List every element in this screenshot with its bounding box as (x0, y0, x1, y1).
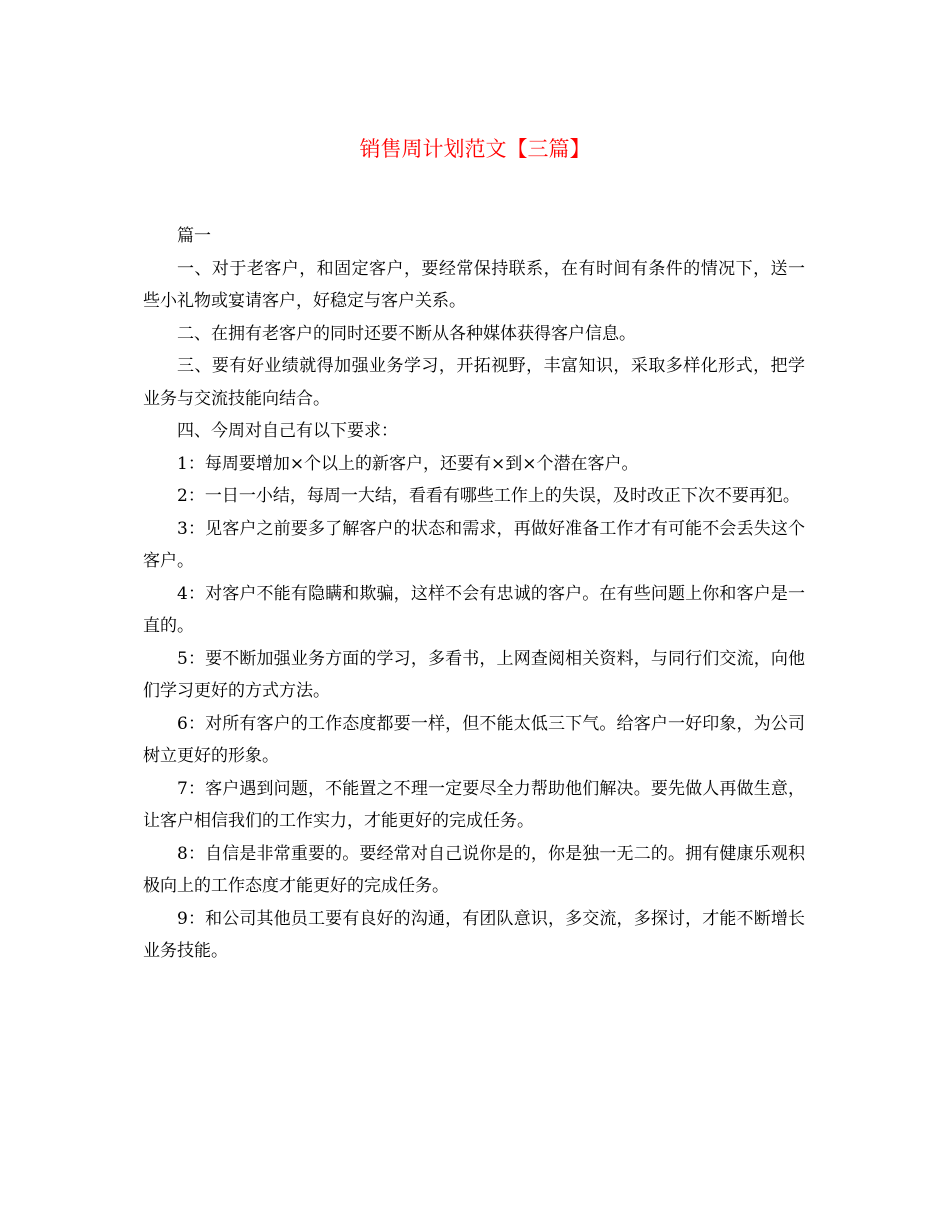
list-item: 4：对客户不能有隐瞒和欺骗，这样不会有忠诚的客户。在有些问题上你和客户是一直的。 (143, 583, 805, 636)
list-item: 6：对所有客户的工作态度都要一样，但不能太低三下气。给客户一好印象，为公司树立更好的形象。 (143, 713, 805, 766)
paragraph: 三、要有好业绩就得加强业务学习，开拓视野，丰富知识，采取多样化形式，把学业务与交流技能向结合。 (143, 356, 805, 409)
list-item: 1：每周要增加×个以上的新客户，还要有×到×个潜在客户。 (177, 453, 639, 474)
document-title: 销售周计划范文【三篇】 (359, 137, 591, 161)
list-item: 2：一日一小结，每周一大结，看看有哪些工作上的失误，及时改正下次不要再犯。 (177, 486, 800, 506)
section-heading: 篇一 (177, 226, 211, 246)
list-item: 5：要不断加强业务方面的学习，多看书，上网查阅相关资料，与同行们交流，向他们学习更好的方式方法。 (143, 648, 805, 701)
document-body (143, 220, 805, 968)
paragraph: 一、对于老客户，和固定客户，要经常保持联系，在有时间有条件的情况下，送一些小礼物或宴请客户，好稳定与客户关系。 (143, 258, 805, 311)
list-item: 9：和公司其他员工要有良好的沟通，有团队意识，多交流，多探讨，才能不断增长业务技能。 (143, 908, 805, 961)
list-item: 3：见客户之前要多了解客户的状态和需求，再做好准备工作才有可能不会丢失这个客户。 (143, 518, 805, 571)
paragraph: 四、今周对自己有以下要求： (177, 421, 398, 441)
list-item: 7：客户遇到问题，不能置之不理一定要尽全力帮助他们解决。要先做人再做生意，让客户相信我们的工作实力，才能更好的完成任务。 (143, 778, 805, 831)
list-item: 8：自信是非常重要的。要经常对自己说你是的，你是独一无二的。拥有健康乐观积极向上的工作态度才能更好的完成任务。 (143, 843, 805, 896)
paragraph: 二、在拥有老客户的同时还要不断从各种媒体获得客户信息。 (177, 323, 636, 344)
